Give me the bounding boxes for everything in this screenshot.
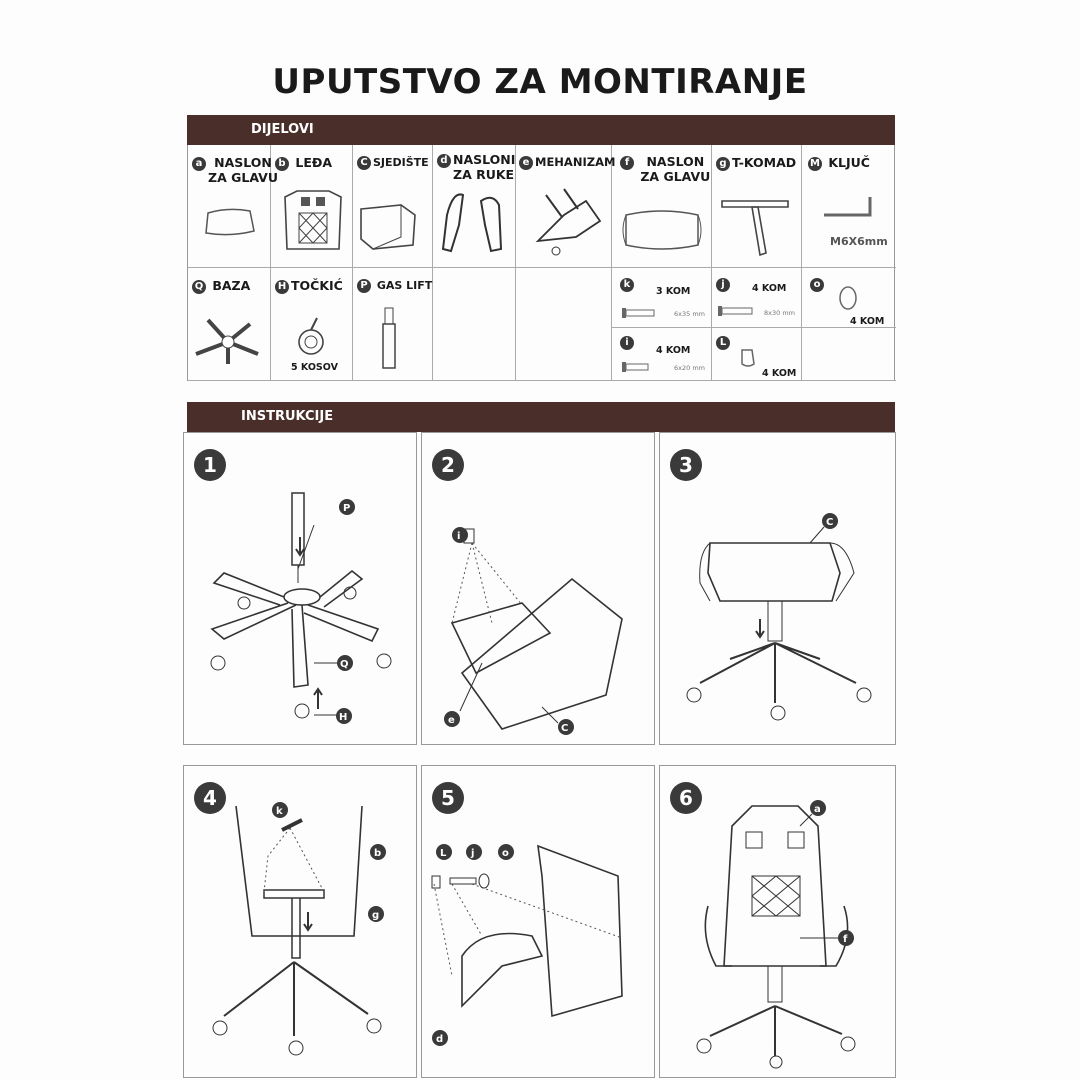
step-6-illustration: [660, 766, 897, 1079]
empty-cell-3: [802, 328, 896, 381]
step-4-panel: [183, 765, 417, 1078]
step-2-label-e: e: [448, 715, 455, 726]
hardware-letter-l: L: [716, 336, 730, 350]
part-name-f: NASLON ZA GLAVU: [640, 154, 711, 184]
step-2-label-i: i: [457, 531, 461, 542]
step-5-number: 5: [432, 782, 464, 814]
part-letter-h: H: [275, 280, 289, 294]
step-5-label-l: L: [440, 848, 447, 859]
step-4-label-g: g: [372, 910, 380, 921]
part-letter-q: Q: [192, 280, 206, 294]
parts-grid: [187, 145, 895, 381]
mechanism-icon: [516, 145, 612, 268]
part-cell-q: [188, 268, 271, 381]
step-5-label-d: d: [436, 1034, 444, 1045]
hardware-cell-i: [612, 328, 712, 381]
t-bracket-icon: [712, 145, 802, 268]
empty-cell-2: [516, 268, 612, 381]
parts-section-title: DIJELOVI: [251, 122, 314, 137]
armrests-icon: [433, 145, 516, 268]
key-size: M6X6mm: [830, 235, 888, 248]
step-6-label-a: a: [814, 804, 821, 815]
lumbar-pillow-icon: [612, 145, 712, 268]
hardware-letter-o: o: [810, 278, 824, 292]
step-3-illustration: [660, 433, 897, 746]
page-title: UPUTSTVO ZA MONTIRANJE: [272, 62, 808, 102]
step-1-label-h: H: [339, 712, 348, 723]
part-cell-e: [516, 145, 616, 268]
backrest-icon: [271, 145, 353, 268]
part-name-m: KLJUČ: [828, 155, 870, 170]
part-cell-h: [271, 268, 353, 381]
part-cell-g: [712, 145, 802, 268]
step-3-panel: [659, 432, 896, 745]
parts-section-header: [187, 115, 895, 145]
part-letter-m: M: [808, 157, 822, 171]
part-letter-g: g: [716, 157, 730, 171]
part-letter-p: P: [357, 279, 371, 293]
part-letter-b: b: [275, 157, 289, 171]
hardware-cell-l: [712, 328, 802, 381]
part-cell-c: [353, 145, 433, 268]
instructions-section-header: [187, 402, 895, 432]
part-name-q: BAZA: [212, 278, 251, 293]
step-1-label-q: Q: [340, 659, 349, 670]
step-2-number: 2: [432, 449, 464, 481]
step-3-number: 3: [670, 449, 702, 481]
seat-icon: [353, 145, 433, 268]
step-1-label-p: P: [343, 503, 351, 514]
hardware-count-j: 4 KOM: [752, 283, 787, 294]
empty-cell-1: [433, 268, 516, 381]
bolt-i-icon: [612, 328, 712, 381]
step-1-number: 1: [194, 449, 226, 481]
hardware-count-o: 4 KOM: [850, 316, 885, 327]
hardware-size-j: 8x30 mm: [764, 309, 795, 317]
hardware-count-l: 4 KOM: [762, 368, 797, 379]
gas-lift-icon: [353, 268, 433, 381]
caster-count: 5 KOSOV: [291, 362, 338, 373]
part-letter-f: f: [620, 156, 634, 170]
part-letter-d: d: [437, 154, 451, 168]
hardware-letter-i: i: [620, 336, 634, 350]
hardware-size-k: 6x35 mm: [674, 310, 705, 318]
base-star-icon: [188, 268, 271, 381]
headrest-pillow-icon: [188, 145, 271, 268]
part-cell-a: [188, 145, 278, 268]
hardware-cell-j: [712, 268, 802, 328]
step-4-illustration: [184, 766, 418, 1079]
instructions-section-title: INSTRUKCIJE: [241, 409, 334, 424]
part-cell-p: [353, 268, 433, 381]
bolt-j-icon: [712, 268, 802, 328]
part-name-e: MEHANIZAM: [535, 155, 616, 169]
part-cell-d: [433, 145, 516, 268]
step-1-panel: [183, 432, 417, 745]
part-name-h: TOČKIĆ: [291, 278, 343, 293]
part-cell-m: [802, 145, 896, 268]
part-name-b: LEĐA: [295, 155, 333, 170]
part-name-p: GAS LIFT: [376, 279, 433, 292]
step-6-panel: [659, 765, 896, 1078]
hardware-cell-k: [612, 268, 712, 328]
step-2-illustration: [422, 433, 656, 746]
step-4-number: 4: [194, 782, 226, 814]
bolt-k-icon: [612, 268, 712, 328]
step-5-panel: [421, 765, 655, 1078]
step-5-label-j: j: [471, 848, 475, 859]
step-3-label-c: C: [826, 517, 834, 528]
part-cell-b: [271, 145, 353, 268]
allen-key-icon: [802, 145, 896, 268]
part-letter-a: a: [192, 157, 206, 171]
step-2-label-c: C: [561, 723, 569, 734]
hardware-letter-k: k: [620, 278, 634, 292]
hardware-cell-o: [802, 268, 896, 328]
part-name-c: SJEDIŠTE: [373, 156, 429, 169]
hardware-count-i: 4 KOM: [656, 345, 691, 356]
step-6-label-f: f: [843, 934, 848, 945]
part-letter-e: e: [519, 156, 533, 170]
part-name-g: T-KOMAD: [732, 155, 797, 170]
step-5-label-o: o: [502, 848, 509, 859]
part-name-a: NASLON ZA GLAVU: [208, 155, 278, 185]
hardware-letter-j: j: [716, 278, 730, 292]
step-1-illustration: [184, 433, 418, 746]
hardware-size-i: 6x20 mm: [674, 364, 705, 372]
step-4-label-k: k: [276, 806, 283, 817]
step-2-panel: [421, 432, 655, 745]
step-4-label-b: b: [374, 848, 382, 859]
step-5-illustration: [422, 766, 656, 1079]
part-cell-f: [612, 145, 712, 268]
part-name-d: NASLONI ZA RUKE: [453, 152, 516, 182]
part-letter-c: C: [357, 156, 371, 170]
step-6-number: 6: [670, 782, 702, 814]
hardware-count-k: 3 KOM: [656, 286, 691, 297]
